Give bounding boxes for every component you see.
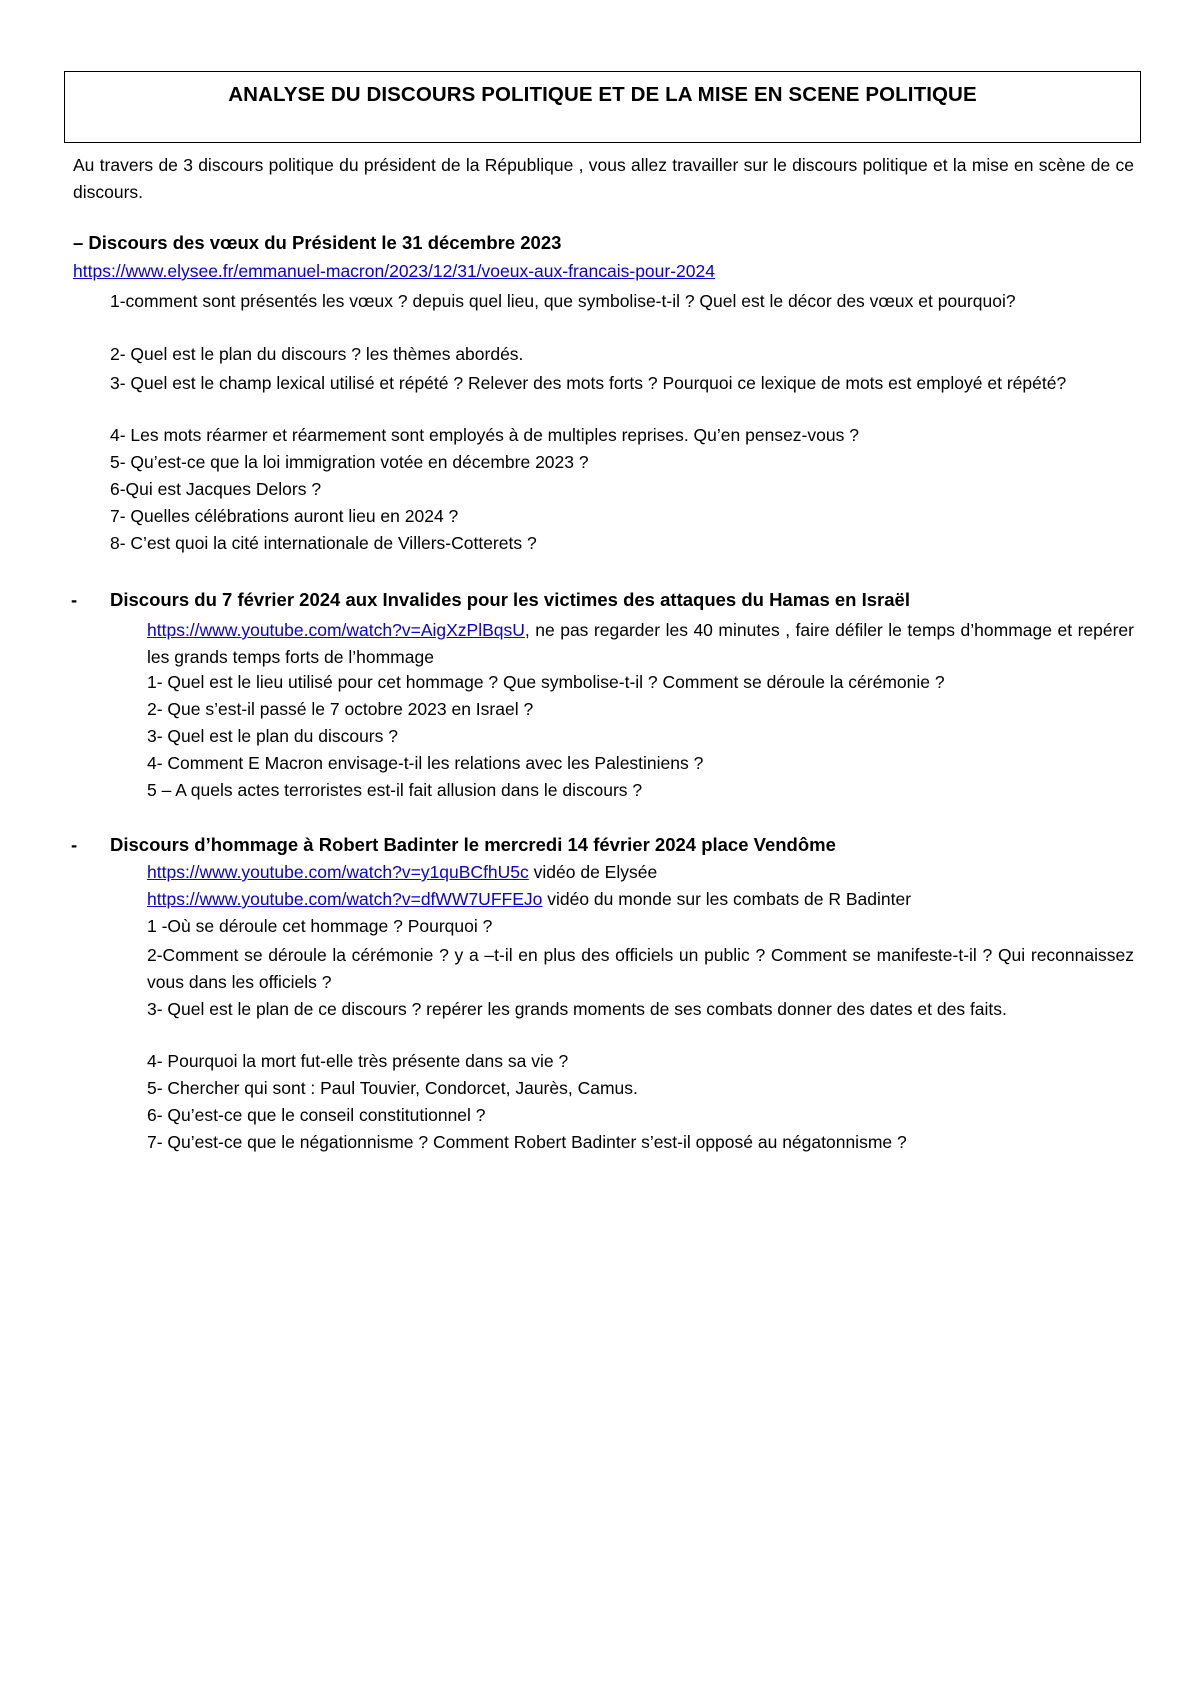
section1-question-5: 5- Qu’est-ce que la loi immigration votée en décembre 2023 ?	[110, 452, 589, 472]
section2-link[interactable]: https://www.youtube.com/watch?v=AigXzPlBqsU	[147, 620, 525, 640]
section2-heading: Discours du 7 février 2024 aux Invalides pour les victimes des attaques du Hamas en Israël	[110, 589, 910, 610]
document-title: ANALYSE DU DISCOURS POLITIQUE ET DE LA MISE EN SCENE POLITIQUE	[228, 83, 977, 106]
section1-heading: – Discours des vœux du Président le 31 décembre 2023	[73, 232, 562, 253]
section2-link-paragraph	[147, 617, 1134, 671]
section1-question-8: 8- C’est quoi la cité internationale de Villers-Cotterets ?	[110, 533, 537, 553]
section1-question-3: 3- Quel est le champ lexical utilisé et répété ? Relever des mots forts ? Pourquoi ce lexique de mots est employé et répété?	[110, 373, 1067, 393]
section3-question-3: 3- Quel est le plan de ce discours ? repérer les grands moments de ses combats donner des dates et des faits.	[147, 999, 1007, 1019]
section2-question-3: 3- Quel est le plan du discours ?	[147, 726, 398, 746]
section3-link2-line	[147, 888, 911, 910]
section3-bullet: -	[71, 834, 78, 855]
section3-link2-note: vidéo du monde sur les combats de R Badinter	[542, 889, 912, 909]
section2-bullet: -	[71, 589, 78, 610]
section1-question-4: 4- Les mots réarmer et réarmement sont employés à de multiples reprises. Qu’en pensez-vous ?	[110, 425, 859, 445]
section1-question-7: 7- Quelles célébrations auront lieu en 2024 ?	[110, 506, 459, 526]
section2-link-note: , ne pas regarder les 40 minutes , faire défiler le temps d’hommage et repérer les grands temps forts de l’hommage	[147, 620, 1134, 667]
section1-link[interactable]: https://www.elysee.fr/emmanuel-macron/2023/12/31/voeux-aux-francais-pour-2024	[73, 261, 715, 281]
section3-question-7: 7- Qu’est-ce que le négationnisme ? Comment Robert Badinter s’est-il opposé au négatonnisme ?	[147, 1132, 907, 1152]
section3-link1-line	[147, 861, 657, 883]
section1-question-6: 6-Qui est Jacques Delors ?	[110, 479, 322, 499]
section3-heading: Discours d’hommage à Robert Badinter le mercredi 14 février 2024 place Vendôme	[110, 834, 836, 855]
section2-question-4: 4- Comment E Macron envisage-t-il les relations avec les Palestiniens ?	[147, 753, 704, 773]
section2-question-5: 5 – A quels actes terroristes est-il fait allusion dans le discours ?	[147, 780, 643, 800]
section2-question-2: 2- Que s’est-il passé le 7 octobre 2023 en Israel ?	[147, 699, 534, 719]
intro-paragraph: Au travers de 3 discours politique du président de la République , vous allez travailler sur le discours politique et la mise en scène de ce discours.	[73, 155, 1134, 202]
section3-link-monde[interactable]: https://www.youtube.com/watch?v=dfWW7UFFEJo	[147, 889, 543, 909]
title-box	[64, 71, 1141, 143]
section1-question-1: 1-comment sont présentés les vœux ? depuis quel lieu, que symbolise-t-il ? Quel est le décor des vœux et pourquoi?	[110, 291, 1016, 311]
section1-question-2: 2- Quel est le plan du discours ? les thèmes abordés.	[110, 344, 524, 364]
section3-link-elysee[interactable]: https://www.youtube.com/watch?v=y1quBCfhU5c	[147, 862, 529, 882]
section3-question-1: 1 -Où se déroule cet hommage ? Pourquoi ?	[147, 916, 493, 936]
section3-question-2: 2-Comment se déroule la cérémonie ? y a –t-il en plus des officiels un public ? Comment se manifeste-t-il ? Qui reconnaissez vous dans les officiels ?	[147, 945, 1134, 992]
section3-question-6: 6- Qu’est-ce que le conseil constitutionnel ?	[147, 1105, 486, 1125]
section3-question-5: 5- Chercher qui sont : Paul Touvier, Condorcet, Jaurès, Camus.	[147, 1078, 638, 1098]
section3-question-4: 4- Pourquoi la mort fut-elle très présente dans sa vie ?	[147, 1051, 569, 1071]
section2-question-1: 1- Quel est le lieu utilisé pour cet hommage ? Que symbolise-t-il ? Comment se déroule la cérémonie ?	[147, 672, 945, 692]
section3-link1-note: vidéo de Elysée	[528, 862, 658, 882]
